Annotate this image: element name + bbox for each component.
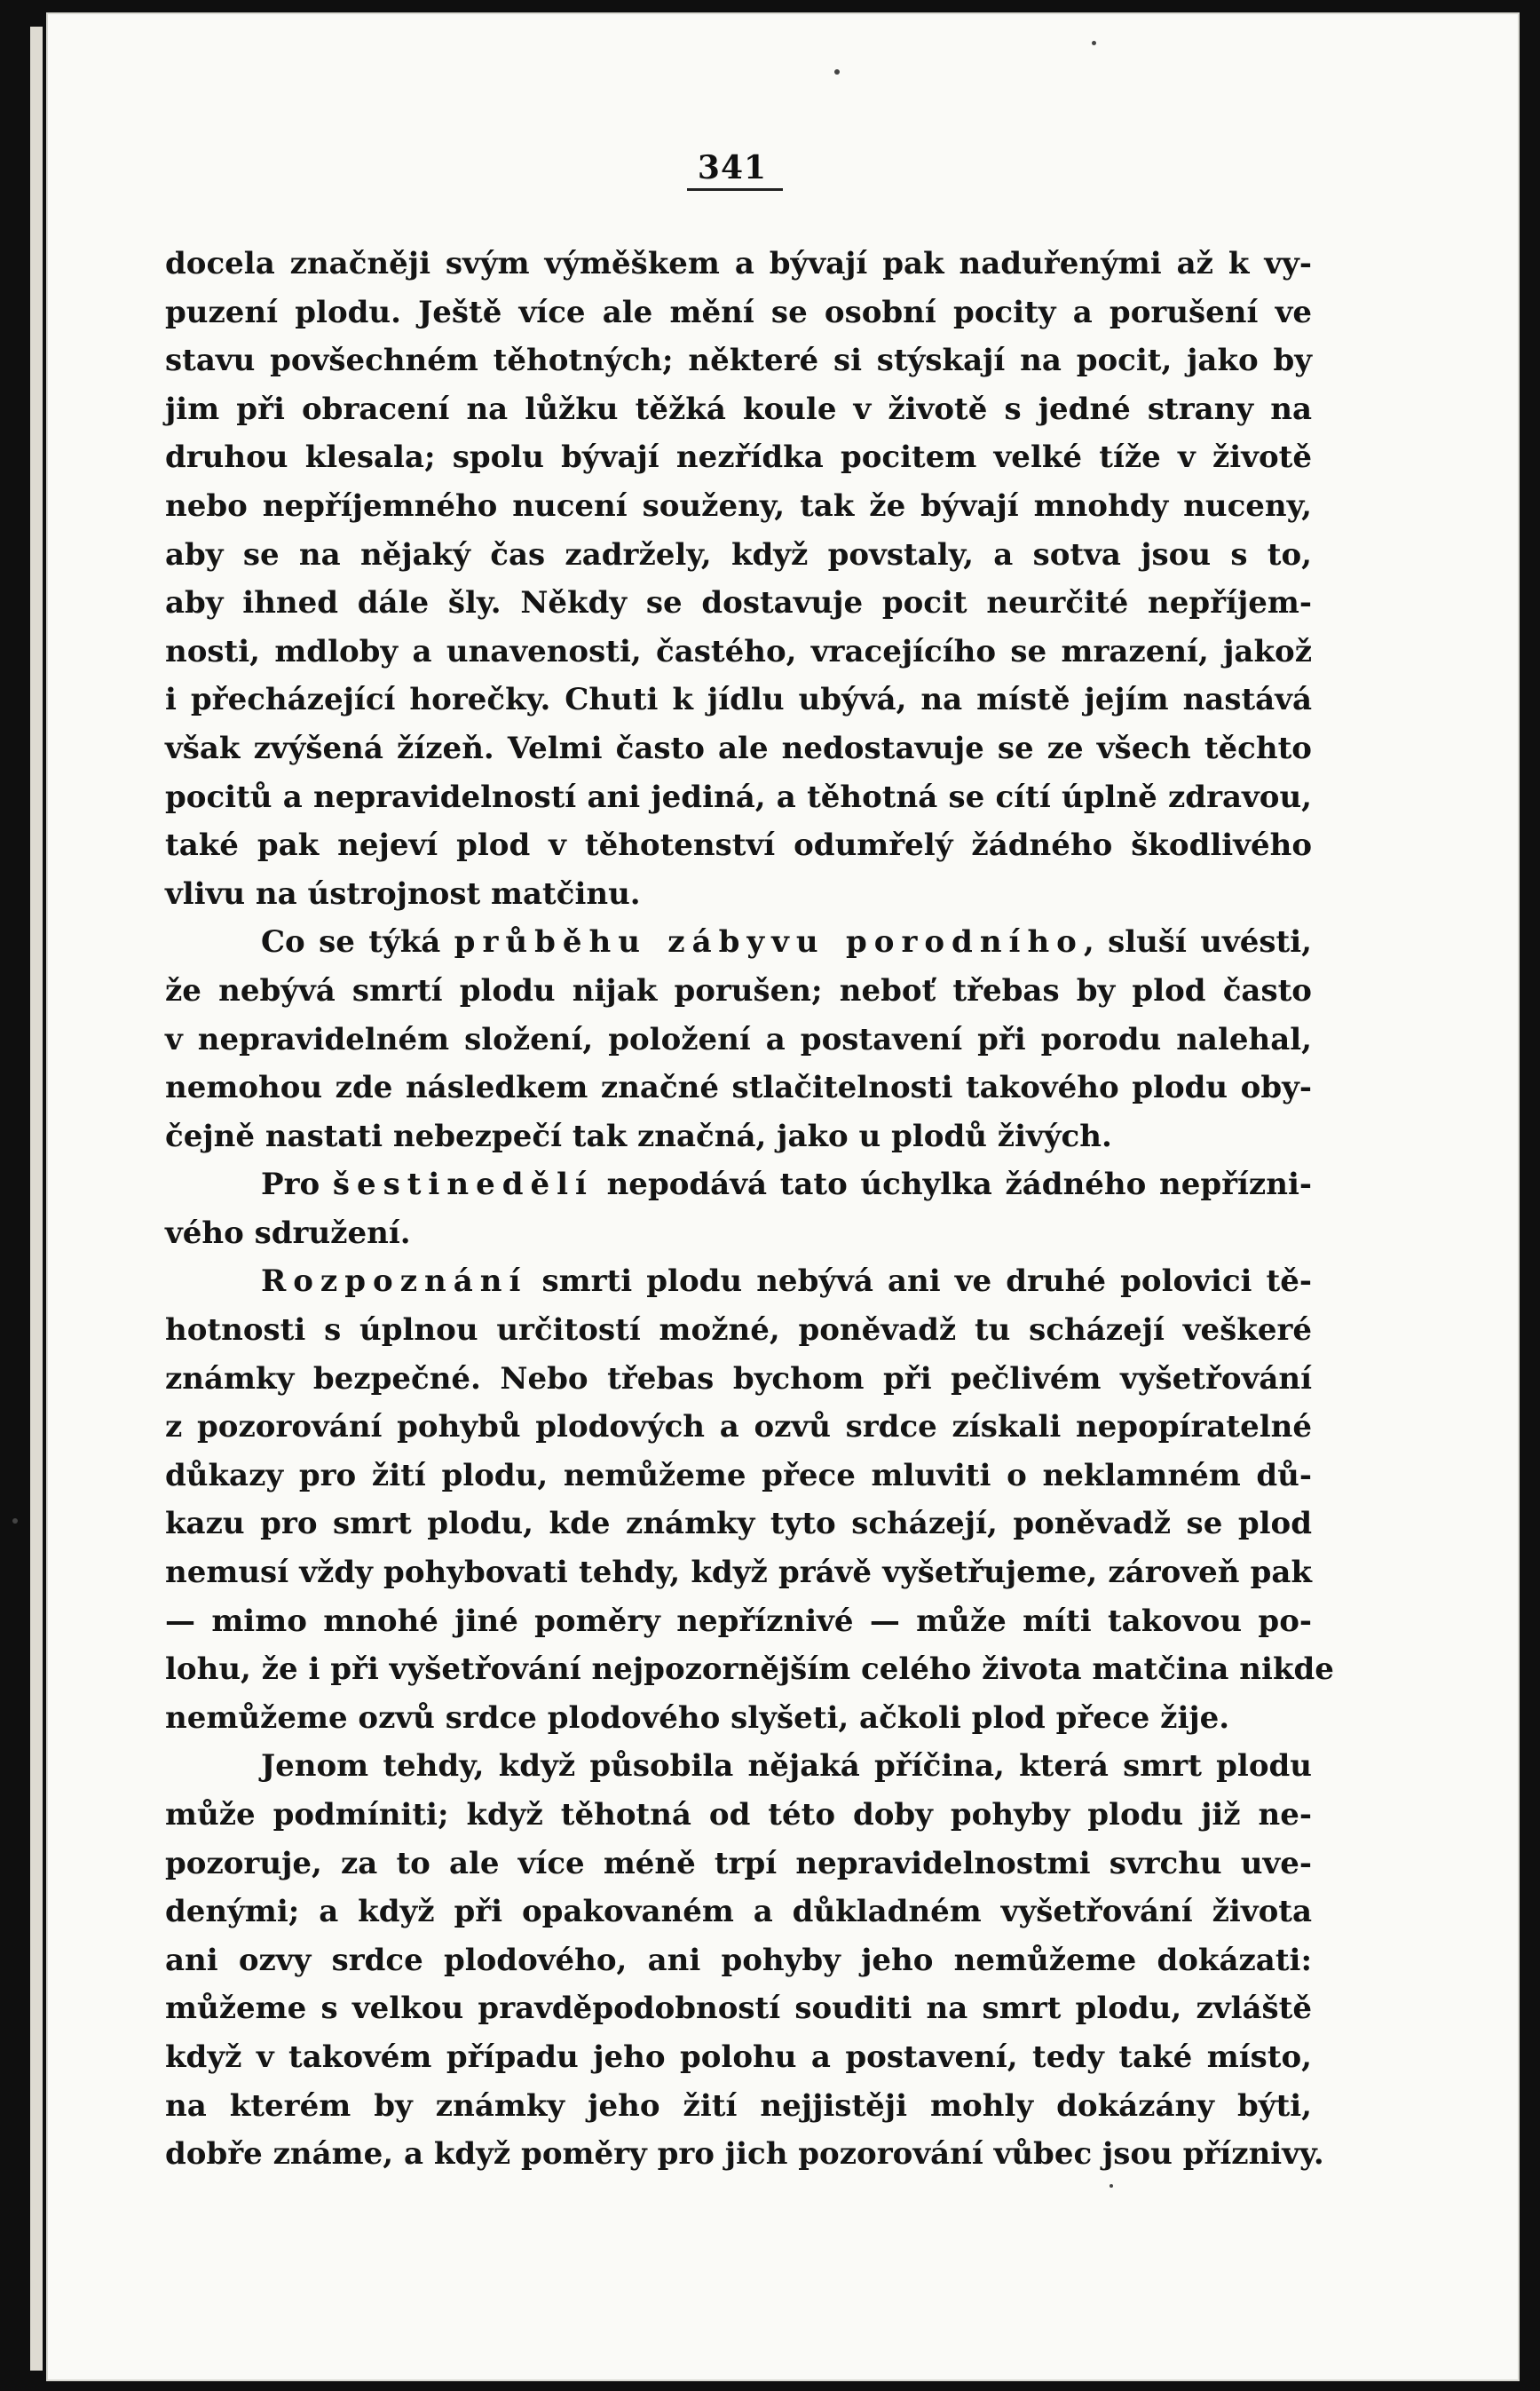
page-number: 341 bbox=[697, 149, 768, 186]
text-line: v nepravidelném složení, položení a postavení při porodu nalehal, bbox=[165, 1021, 1312, 1057]
text-line: aby ihned dále šly. Někdy se dostavuje pocit neurčité nepříjem- bbox=[165, 585, 1312, 622]
text-line: i přecházející horečky. Chuti k jídlu ubývá, na místě jejím nastává bbox=[165, 682, 1312, 718]
text-line: že nebývá smrtí plodu nijak porušen; neboť třebas by plod často bbox=[165, 972, 1312, 1009]
text-line: vého sdružení. bbox=[165, 1215, 411, 1251]
text-line: Co se týká průběhu zábyvu porodního, sluší uvésti, bbox=[261, 924, 1312, 961]
page-edge bbox=[30, 27, 43, 2371]
text-line: nebo nepříjemného nucení souženy, tak že bývají mnohdy nuceny, bbox=[165, 487, 1312, 524]
text-line: ani ozvy srdce plodového, ani pohyby jeho nemůžeme dokázati: bbox=[165, 1942, 1312, 1978]
scan-speck bbox=[1110, 2184, 1113, 2188]
text-line: nemůžeme ozvů srdce plodového slyšeti, ačkoli plod přece žije. bbox=[165, 1699, 1230, 1736]
body-text bbox=[165, 240, 1334, 2179]
text-line: může podmíniti; když těhotná od této doby pohyby plodu již ne- bbox=[165, 1797, 1312, 1833]
text-line: z pozorování pohybů plodových a ozvů srdce získali nepopíratelné bbox=[165, 1409, 1312, 1445]
text-line: také pak nejeví plod v těhotenství odumřelý žádného škodlivého bbox=[165, 827, 1312, 864]
text-line: puzení plodu. Ještě více ale mění se osobní pocity a porušení ve bbox=[165, 294, 1312, 330]
text-line: Rozpoznání smrti plodu nebývá ani ve druhé polovici tě- bbox=[261, 1263, 1312, 1300]
text-line: — mimo mnohé jiné poměry nepříznivé — může míti takovou po- bbox=[165, 1603, 1312, 1639]
text-line: druhou klesala; spolu bývají nezřídka pocitem velké tíže v životě bbox=[165, 439, 1312, 476]
text-line: vlivu na ústrojnost matčinu. bbox=[165, 875, 641, 912]
page-number-underline bbox=[687, 188, 783, 191]
text-line: kazu pro smrt plodu, kde známky tyto scházejí, poněvadž se plod bbox=[165, 1506, 1312, 1542]
text-line: Pro šestinedělí nepodává tato úchylka žádného nepřízni- bbox=[261, 1167, 1312, 1203]
text-line: nosti, mdloby a unavenosti, častého, vracejícího se mrazení, jakož bbox=[165, 633, 1312, 669]
text-line: stavu povšechném těhotných; některé si stýskají na pocit, jako by bbox=[165, 343, 1312, 379]
text-line: čejně nastati nebezpečí tak značná, jako u plodů živých. bbox=[165, 1118, 1112, 1154]
text-line: dobře známe, a když poměry pro jich pozorování vůbec jsou příznivy. bbox=[165, 2136, 1324, 2173]
scan-speck bbox=[834, 69, 840, 75]
text-line: hotnosti s úplnou určitostí možné, poněvadž tu scházejí veškeré bbox=[165, 1312, 1312, 1349]
text-line: aby se na nějaký čas zadržely, když povstaly, a sotva jsou s to, bbox=[165, 536, 1312, 573]
text-line: důkazy pro žití plodu, nemůžeme přece mluviti o neklamném dů- bbox=[165, 1457, 1312, 1493]
text-line: však zvýšená žízeň. Velmi často ale nedostavuje se ze všech těchto bbox=[165, 730, 1312, 766]
text-line: na kterém by známky jeho žití nejjistěji mohly dokázány býti, bbox=[165, 2087, 1312, 2124]
text-line: nemusí vždy pohybovati tehdy, když právě vyšetřujeme, zároveň pak bbox=[165, 1555, 1312, 1591]
text-line: docela značněji svým výměškem a bývají pak naduřenými až k vy- bbox=[165, 246, 1312, 281]
text-line: známky bezpečné. Nebo třebas bychom při pečlivém vyšetřování bbox=[165, 1360, 1312, 1397]
text-line: Jenom tehdy, když působila nějaká příčina, která smrt plodu bbox=[261, 1748, 1312, 1785]
text-line: můžeme s velkou pravděpodobností souditi na smrt plodu, zvláště bbox=[165, 1991, 1312, 2027]
text-line: když v takovém případu jeho polohu a postavení, tedy také místo, bbox=[165, 2039, 1312, 2075]
scan-speck bbox=[1092, 41, 1096, 45]
text-line: lohu, že i při vyšetřování nejpozornějším celého života matčina nikde bbox=[165, 1651, 1334, 1688]
text-line: nemohou zde následkem značné stlačitelnosti takového plodu oby- bbox=[165, 1070, 1312, 1106]
scan-speck bbox=[12, 1518, 18, 1524]
text-line: denými; a když při opakovaném a důkladném vyšetřování života bbox=[165, 1894, 1312, 1930]
text-line: pocitů a nepravidelností ani jediná, a těhotná se cítí úplně zdravou, bbox=[165, 779, 1312, 815]
text-line: pozoruje, za to ale více méně trpí nepravidelnostmi svrchu uve- bbox=[165, 1845, 1312, 1881]
text-line: jim při obracení na lůžku těžká koule v životě s jedné strany na bbox=[165, 391, 1312, 427]
